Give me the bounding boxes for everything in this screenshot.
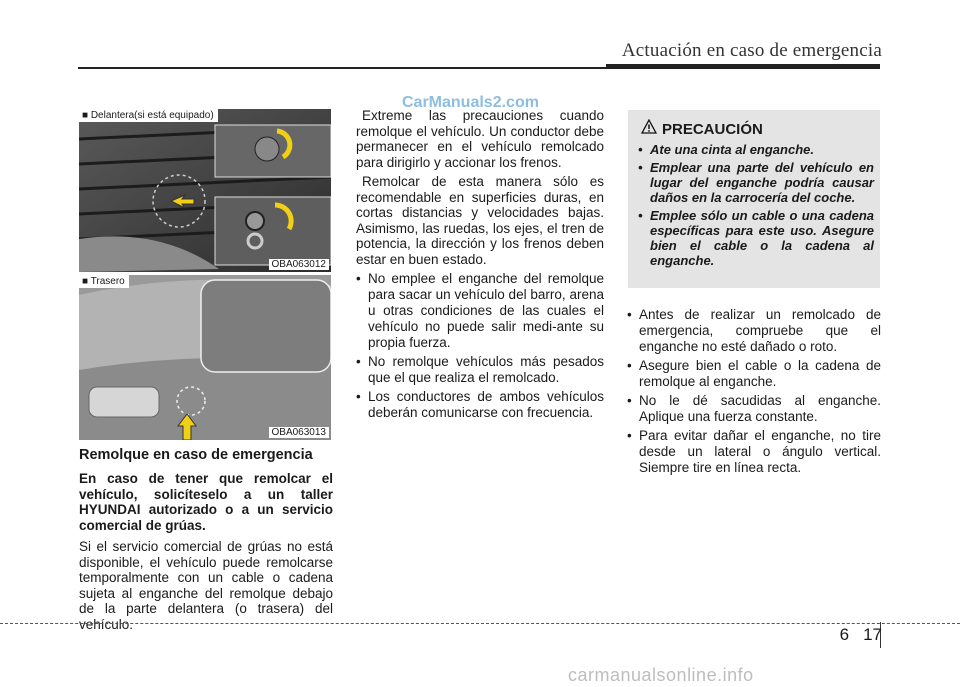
list-item: • Asegure bien el cable o la cadena de remolque al enganche.	[627, 358, 881, 390]
figure-code-rear: OBA063013	[269, 427, 330, 438]
running-header: Actuación en caso de emergencia	[621, 40, 882, 61]
list-item: • Para evitar dañar el enganche, no tire desde un lateral o ángulo vertical. Siempre tire en línea recta.	[627, 428, 881, 476]
list-item: • No le dé sacudidas al enganche. Aplique una fuerza constante.	[627, 393, 881, 425]
warning-triangle-icon	[641, 119, 657, 134]
figure-code-front: OBA063012	[269, 259, 330, 270]
paragraph-conditions: Remolcar de esta manera sólo es recomendable en superficies duras, en cortas distancias y velocidades bajas. Asimismo, las ruedas, los ejes, el tren de potencia, la dirección y los frenos deben estar en buen estado.	[356, 174, 604, 267]
figure-caption-rear: ■ Trasero	[79, 275, 129, 288]
section-heading: Remolque en caso de emergencia	[79, 447, 313, 463]
column-3-bullet-list	[627, 307, 881, 476]
list-item: • Los conductores de ambos vehículos deberán comunicarse con frecuencia.	[356, 389, 604, 421]
watermark-top: CarManuals2.com	[402, 94, 539, 111]
front-tow-hook-figure	[79, 109, 331, 272]
rear-tow-hook-figure	[79, 275, 331, 440]
caution-title: PRECAUCIÓN	[662, 121, 763, 138]
column-2-bullet-list	[356, 271, 604, 421]
list-item: • Ate una cinta al enganche.	[638, 142, 874, 157]
column-2	[356, 108, 604, 424]
header-bar	[606, 64, 880, 69]
caution-box	[628, 110, 880, 288]
figure-caption-front: ■ Delantera(si está equipado)	[79, 109, 218, 122]
caution-list	[638, 142, 874, 271]
paragraph-precautions: Extreme las precauciones cuando remolque el vehículo. Un conductor debe permanecer en el vehículo remolcado para dirigirlo y accionar los frenos.	[356, 108, 604, 170]
bold-intro: En caso de tener que remolcar el vehículo, solicíteselo a un taller HYUNDAI autorizado o a un servicio comercial de grúas.	[79, 471, 333, 533]
watermark-bottom: carmanualsonline.info	[568, 665, 754, 685]
page-in-chapter: 17	[863, 625, 882, 644]
list-item: • No remolque vehículos más pesados que el que realiza el remolcado.	[356, 354, 604, 386]
column-3	[627, 307, 881, 479]
chapter-number: 6	[839, 625, 850, 644]
column-1	[79, 447, 333, 632]
intro-paragraph: Si el servicio comercial de grúas no está disponible, el vehículo puede remolcarse temporalmente con un cable o cadena sujeta al enganche del remolque debajo de la parte delantera (o trasera) del vehículo.	[79, 539, 333, 632]
list-item: • No emplee el enganche del remolque para sacar un vehículo del barro, arena u otras condiciones de las cuales el vehículo no puede salir medi-ante su propia fuerza.	[356, 271, 604, 351]
list-item: • Antes de realizar un remolcado de emergencia, compruebe que el enganche no esté dañado o roto.	[627, 307, 881, 355]
list-item: • Emplee sólo un cable o una cadena específicas para este uso. Asegure bien el cable o la cadena al enganche.	[638, 208, 874, 268]
rear-bumper-photo	[79, 275, 331, 440]
page-number	[840, 625, 882, 645]
front-bumper-photo	[79, 109, 331, 272]
list-item: • Emplear una parte del vehículo en lugar del enganche podría causar daños en la carrocería del coche.	[638, 160, 874, 205]
footer-divider	[0, 623, 960, 624]
